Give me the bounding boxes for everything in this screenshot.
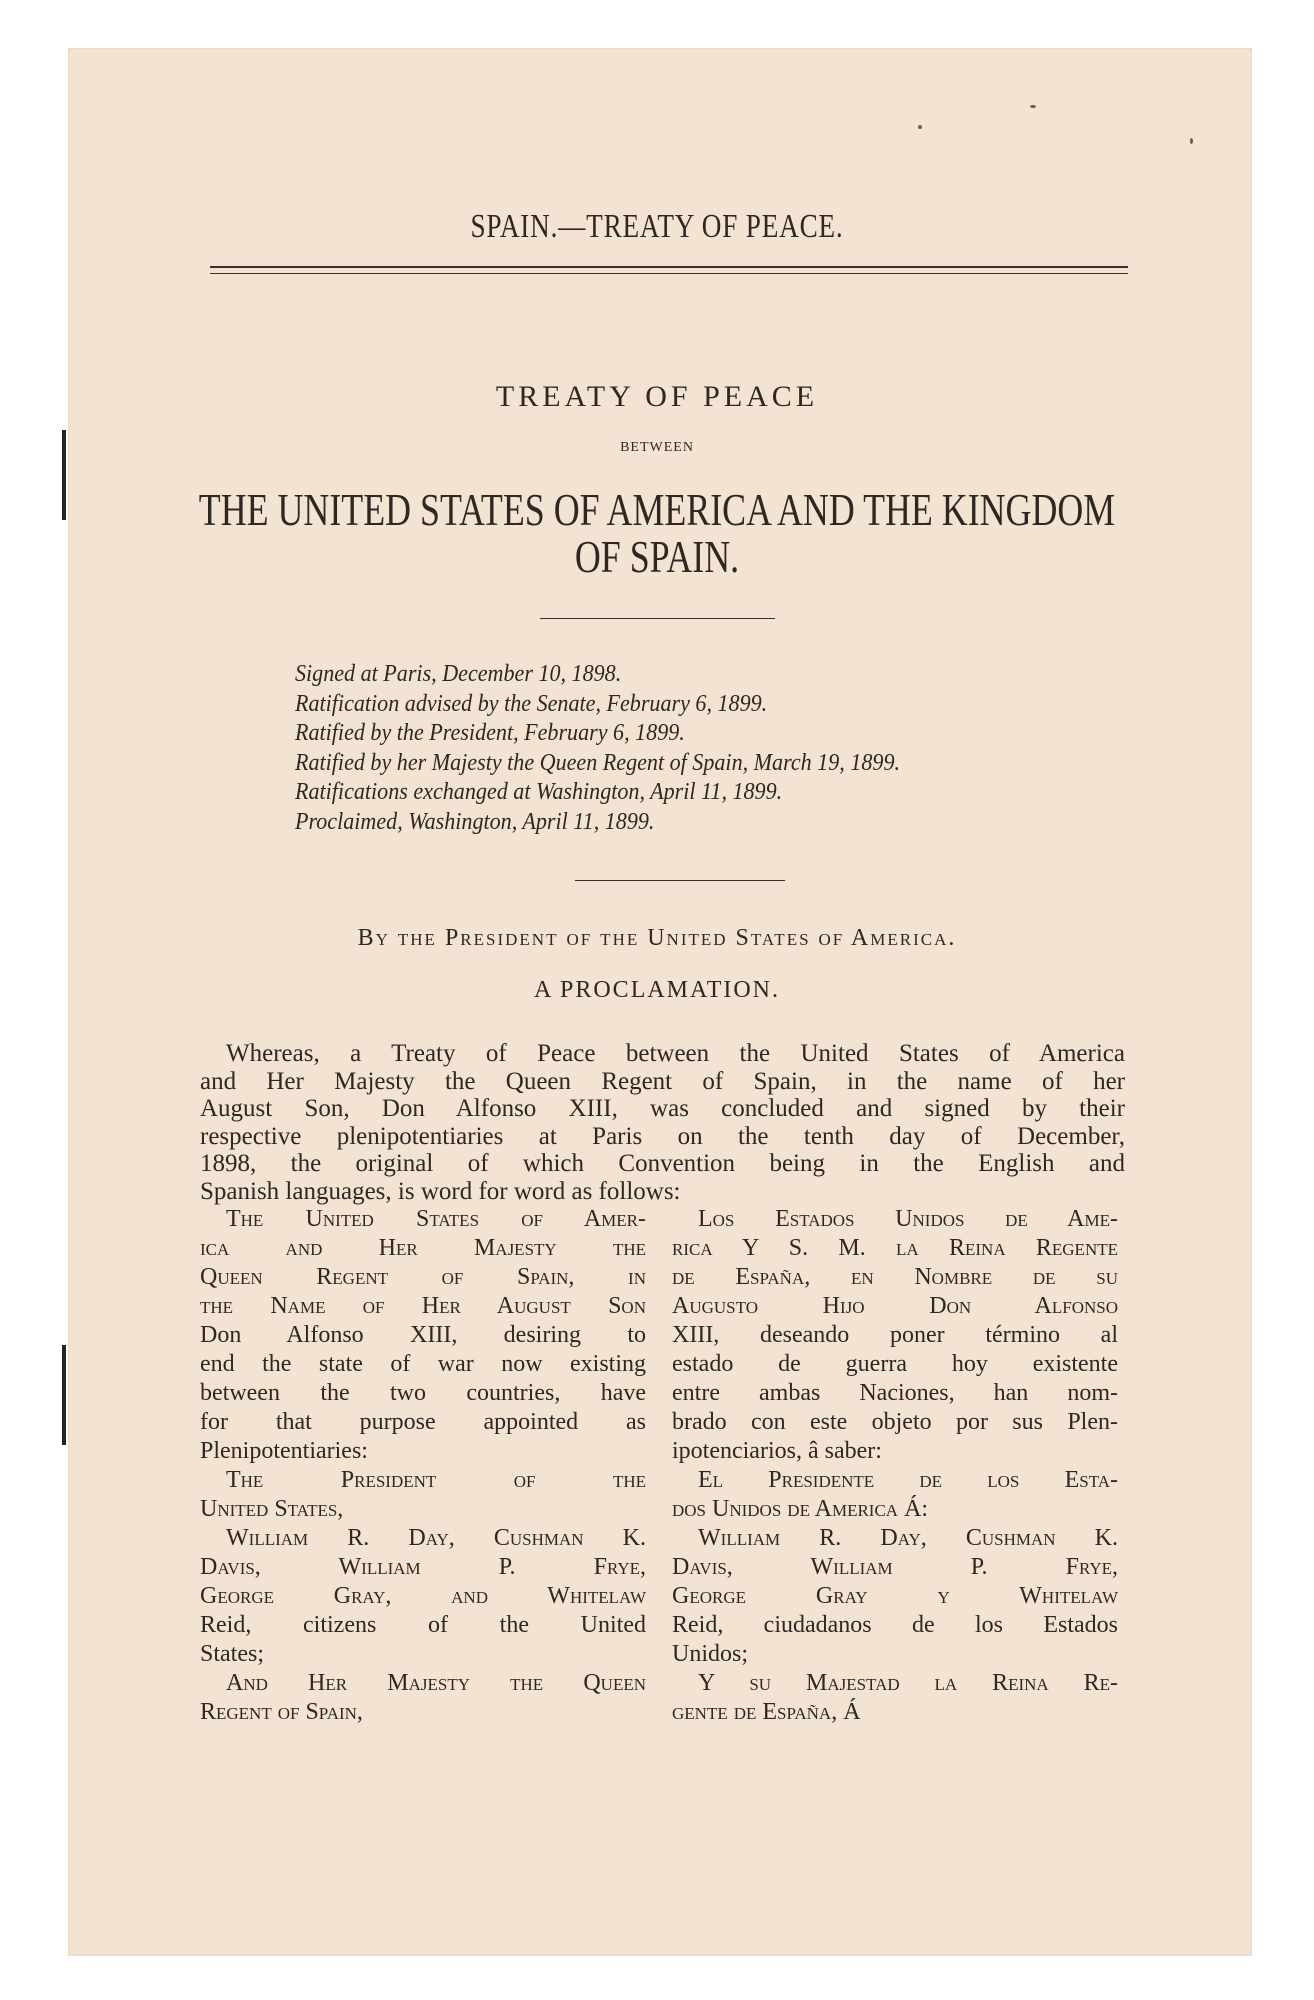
english-column [200,1205,646,1727]
text-line: Y su Majestad la Reina Re- [698,1670,1118,1696]
text-line: Don Alfonso XIII, desiring to [200,1322,646,1348]
text-line: 1898, the original of which Convention being in the English and [200,1150,1125,1177]
text-line: Davis, William P. Frye, [672,1554,1118,1580]
date-line: Ratifications exchanged at Washington, April 11, 1899. [295,779,783,805]
text-line: ica and Her Majesty the [200,1235,646,1261]
text-line: end the state of war now existing [200,1351,646,1377]
text-line: rica Y S. M. la Reina Regente [672,1235,1118,1261]
divider-rule [540,618,775,619]
text-line: United States, [200,1496,344,1522]
text-line: for that purpose appointed as [200,1409,646,1435]
binding-staple [62,1345,66,1445]
text-line: and Her Majesty the Queen Regent of Spain, in the name of her [200,1067,1125,1095]
spanish-column [672,1205,1118,1727]
text-line: Davis, William P. Frye, [200,1554,646,1580]
dates-block [295,660,900,837]
text-line: Los Estados Unidos de Ame- [698,1206,1118,1232]
divider-rule [575,880,785,881]
text-line: the Name of Her August Son [200,1293,646,1319]
text-line: Regent of Spain, [200,1699,363,1725]
text-line: The President of the [226,1467,646,1493]
foxing-spot [1030,105,1036,108]
text-line: George Gray y Whitelaw [672,1583,1118,1609]
text-line: States; [200,1641,264,1667]
text-line: Unidos; [672,1641,749,1667]
text-line: El Presidente de los Esta- [698,1467,1118,1493]
text-line: Reid, ciudadanos de los Estados [672,1612,1118,1638]
foxing-spot [1190,138,1193,144]
title-main-line-2: OF SPAIN. [574,531,740,582]
title-main-line-1: THE UNITED STATES OF AMERICA AND THE KINGDOM [198,484,1116,535]
text-line: Plenipotentiaries: [200,1438,368,1464]
text-line: ipotenciarios, â saber: [672,1438,882,1464]
proclamation-heading: A PROCLAMATION. [533,977,781,1003]
text-line: George Gray, and Whitelaw [200,1583,646,1609]
text-line: XIII, deseando poner término al [672,1322,1118,1348]
by-president-heading: By the President of the United States of America. [357,925,957,951]
text-line: Whereas, a Treaty of Peace between the United States of America [226,1040,1125,1067]
text-line: William R. Day, Cushman K. [698,1525,1118,1551]
date-line: Ratified by the President, February 6, 1899. [295,720,685,746]
text-line: Spanish languages, is word for word as follows: [200,1177,681,1205]
text-line: entre ambas Naciones, han nom- [672,1380,1118,1406]
text-line: between the two countries, have [200,1380,646,1406]
double-rule [210,266,1128,274]
text-line: estado de guerra hoy existente [672,1351,1118,1377]
text-line: dos Unidos de America Á: [672,1496,929,1522]
title-treaty: TREATY OF PEACE [495,380,819,413]
running-head: SPAIN.—TREATY OF PEACE. [470,208,844,245]
text-line: Queen Regent of Spain, in [200,1264,646,1290]
text-line: August Son, Don Alfonso XIII, was concluded and signed by their [200,1095,1125,1122]
text-line: And Her Majesty the Queen [226,1670,646,1696]
text-line: respective plenipotentiaries at Paris on the tenth day of December, [200,1122,1125,1150]
text-line: Reid, citizens of the United [200,1612,646,1638]
date-line: Proclaimed, Washington, April 11, 1899. [295,808,655,835]
date-line: Ratification advised by the Senate, February 6, 1899. [295,690,768,717]
text-line: de España, en Nombre de su [672,1264,1118,1290]
text-line: William R. Day, Cushman K. [226,1525,646,1551]
foxing-spot [918,125,922,129]
text-line: gente de España, Á [672,1699,861,1725]
title-between: BETWEEN [620,440,694,455]
text-line: Augusto Hijo Don Alfonso [672,1293,1118,1319]
whereas-paragraph [200,1040,1125,1205]
date-line: Ratified by her Majesty the Queen Regent of Spain, March 19, 1899. [295,749,901,776]
text-line: brado con este objeto por sus Plen- [672,1409,1118,1435]
date-line: Signed at Paris, December 10, 1898. [295,661,622,687]
text-line: The United States of Amer- [226,1206,646,1232]
